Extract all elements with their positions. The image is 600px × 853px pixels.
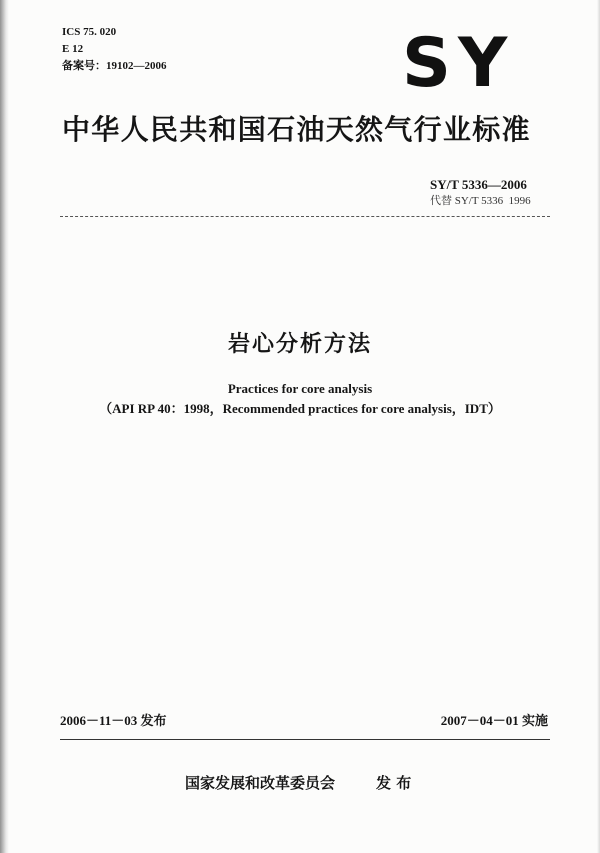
implementation-date: 2007－04－01 实施 (440, 713, 548, 728)
scan-edge-left (0, 0, 9, 853)
adoption-note: （API RP 40：1998，Recommended practices for core analysis，IDT） (99, 401, 501, 416)
record-number: 备案号：19102—2006 (62, 60, 167, 72)
classification-codes (62, 24, 167, 75)
ics-code: ICS 75. 020 (62, 26, 117, 38)
issuer-action: 发 布 (376, 774, 412, 792)
standard-category-title: 中华人民共和国石油天然气行业标准 (62, 113, 531, 146)
footer-divider (60, 739, 550, 740)
replaced-standard: 代替 SY/T 5336 1996 (430, 195, 531, 207)
sy-logo: SY (402, 24, 515, 103)
issue-date: 2006－11－03 发布 (60, 713, 167, 728)
ccs-code: E 12 (62, 43, 84, 55)
standard-number-block (430, 176, 531, 209)
document-title-en: Practices for core analysis (227, 381, 373, 396)
standard-code: SY/T 5336—2006 (430, 177, 527, 192)
document-title-cn: 岩心分析方法 (227, 332, 372, 357)
issuer-name: 国家发展和改革委员会 (185, 774, 336, 792)
header-divider (60, 216, 550, 217)
